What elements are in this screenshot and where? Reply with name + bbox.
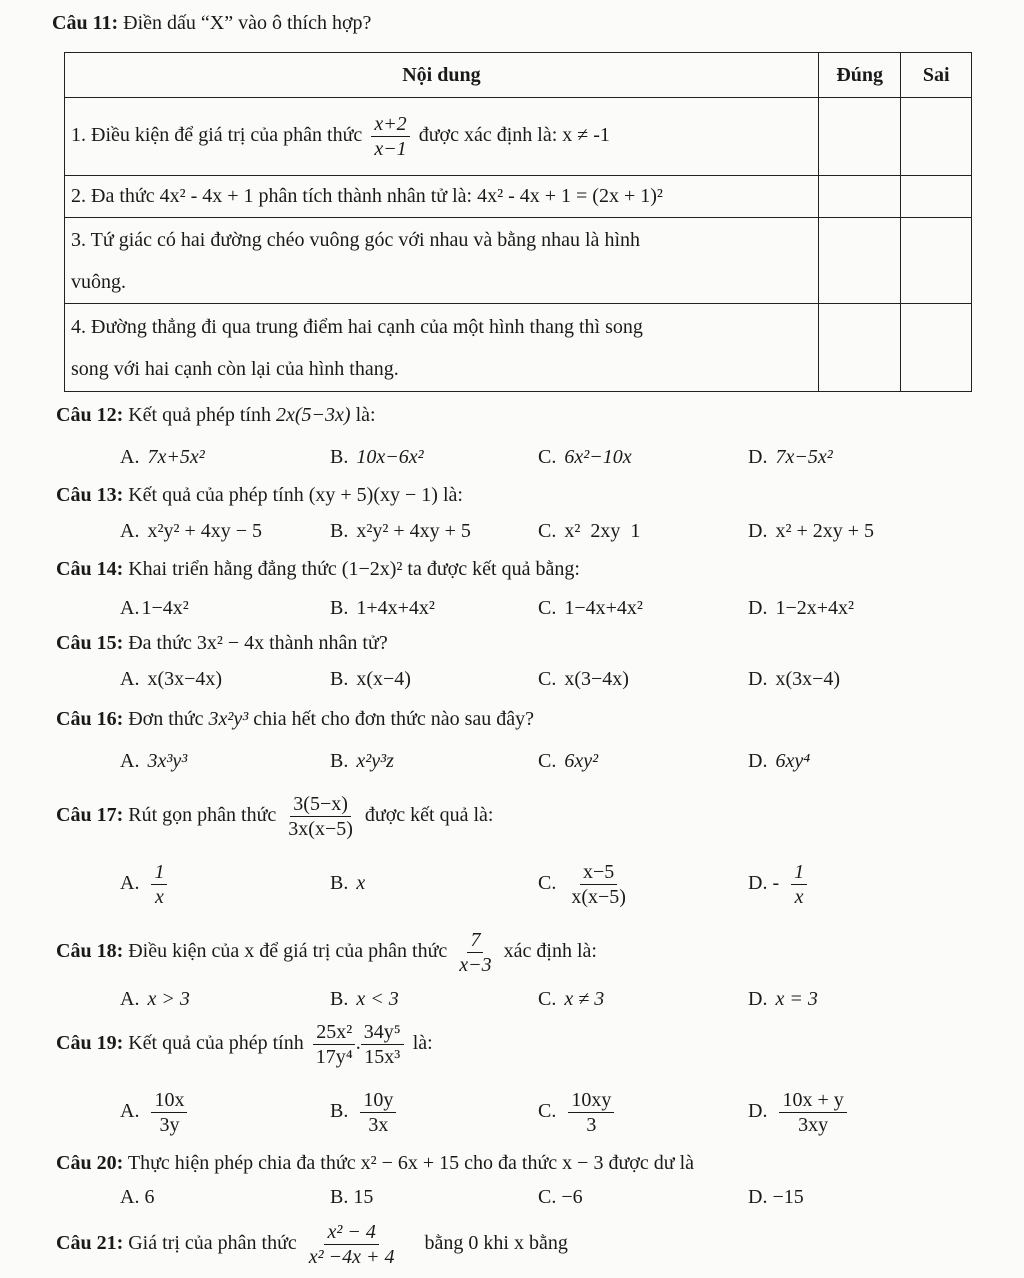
fraction: $\frac{\text{x² − 4}}{\text{x² −4x + 4}}$ [308, 1221, 395, 1268]
question-label: Câu 11: [52, 12, 119, 34]
option-a[interactable]: A. $\frac{10x}{3y}$ [120, 1088, 191, 1137]
option-c[interactable]: C. x² 2xy 1 [538, 520, 641, 542]
true-checkbox-cell[interactable] [818, 218, 901, 304]
option-c[interactable]: C. $\frac{x-5}{x(x-5)}$ [538, 861, 626, 908]
table-row [65, 304, 972, 392]
option-c[interactable]: C. x ≠ 3 [538, 988, 605, 1010]
option-a[interactable]: A. x²y² + 4xy − 5 [120, 520, 263, 542]
row-content: 2. Đa thức 4x² - 4x + 1 phân tích thành nhân tử là: 4x² - 4x + 1 = (2x + 1)² [65, 176, 819, 218]
header-false: Sai [901, 53, 972, 98]
option-c[interactable]: C. 1−4x+4x² [538, 597, 643, 619]
fraction: $\frac{x+2}{x-1}$ [371, 112, 409, 161]
question-15: Câu 15: Đa thức 3x² − 4x thành nhân tử? [56, 632, 388, 654]
option-b[interactable]: B. x²y² + 4xy + 5 [330, 520, 471, 542]
header-content: Nội dung [65, 53, 819, 98]
false-checkbox-cell[interactable] [901, 304, 972, 392]
option-c[interactable]: C. x(3−4x) [538, 668, 629, 690]
option-d[interactable]: D. 1−2x+4x² [748, 597, 855, 619]
table-row [65, 176, 972, 218]
option-a[interactable]: A. x > 3 [120, 988, 190, 1010]
option-c[interactable]: C. −6 [538, 1186, 583, 1208]
fraction: $\frac{3(5-x)}{3x(x-5)}$ [288, 793, 353, 840]
table-row [65, 98, 972, 176]
option-d[interactable]: D. - $\frac{1}{x}$ [748, 860, 811, 909]
true-checkbox-cell[interactable] [818, 176, 901, 218]
option-b[interactable]: B. 15 [330, 1186, 374, 1208]
option-a[interactable]: A. 1−4x² [120, 597, 189, 619]
false-checkbox-cell[interactable] [901, 218, 972, 304]
question-13: Câu 13: Kết quả của phép tính (xy + 5)(xy − 1) là: [56, 484, 463, 506]
option-a[interactable]: A. $\frac{1}{x}$ [120, 860, 171, 909]
table-row [65, 218, 972, 304]
question-16: Câu 16: Đơn thức 3x²y³ chia hết cho đơn thức nào sau đây? [56, 708, 535, 730]
fraction: $\frac{\text{34y⁵}}{\text{15x³}}$ [361, 1020, 404, 1069]
answer-table [64, 52, 972, 392]
question-12: Câu 12: Kết quả phép tính 2x(5−3x) là: [56, 404, 376, 426]
fraction: $\frac{7}{x-3}$ [459, 929, 492, 976]
option-c[interactable]: C. 6x²−10x [538, 446, 632, 468]
question-text: Điền dấu “X” vào ô thích hợp? [123, 12, 372, 34]
fraction: $\frac{\text{25x²}}{\text{17y⁴}}$ [313, 1020, 356, 1069]
option-b[interactable]: B. x(x−4) [330, 668, 411, 690]
question-20: Câu 20: Thực hiện phép chia đa thức x² − 6x + 15 cho đa thức x − 3 được dư là [56, 1152, 695, 1174]
option-a[interactable]: A. 3x³y³ [120, 750, 188, 772]
option-a[interactable]: A. x(3x−4x) [120, 668, 223, 690]
option-c[interactable]: C. 6xy² [538, 750, 599, 772]
option-c[interactable]: C. $\frac{10xy}{3}$ [538, 1088, 618, 1137]
option-d[interactable]: D. $\frac{10x + y}{3xy}$ [748, 1088, 851, 1137]
option-b[interactable]: B. x [330, 872, 366, 894]
question-17: Câu 17: Rút gọn phân thức $\frac{3(5-x)}{3x(x-5)}$ được kết quả là: [56, 793, 494, 840]
option-d[interactable]: D. −15 [748, 1186, 804, 1208]
option-d[interactable]: D. x(3x−4) [748, 668, 841, 690]
false-checkbox-cell[interactable] [901, 98, 972, 176]
false-checkbox-cell[interactable] [901, 176, 972, 218]
option-d[interactable]: D. x = 3 [748, 988, 818, 1010]
option-d[interactable]: D. 6xy⁴ [748, 750, 811, 772]
header-true: Đúng [818, 53, 901, 98]
option-b[interactable]: B. x < 3 [330, 988, 399, 1010]
option-b[interactable]: B. 1+4x+4x² [330, 597, 435, 619]
option-b[interactable]: B. 10x−6x² [330, 446, 424, 468]
option-d[interactable]: D. 7x−5x² [748, 446, 833, 468]
question-11 [52, 12, 371, 35]
row-content: 4. Đường thẳng đi qua trung điểm hai cạnh của một hình thang thì song song với hai cạnh còn lại của hình thang. [65, 304, 819, 392]
question-21: Câu 21: Giá trị của phân thức $\frac{\text{x² − 4}}{\text{x² −4x + 4}}$ bằng 0 khi x bằng [56, 1221, 568, 1268]
row-content: 3. Tứ giác có hai đường chéo vuông góc với nhau và bằng nhau là hình vuông. [65, 218, 819, 304]
option-d[interactable]: D. x² + 2xy + 5 [748, 520, 875, 542]
option-a[interactable]: A. 6 [120, 1186, 155, 1208]
row-content: 1. Điều kiện để giá trị của phân thức $\frac{x+2}{x-1}$ được xác định là: x ≠ -1 [65, 98, 819, 176]
true-checkbox-cell[interactable] [818, 304, 901, 392]
question-14: Câu 14: Khai triển hằng đẳng thức (1−2x)² ta được kết quả bằng: [56, 558, 580, 580]
question-18: Câu 18: Điều kiện của x để giá trị của phân thức $\frac{7}{x-3}$ xác định là: [56, 929, 597, 976]
true-checkbox-cell[interactable] [818, 98, 901, 176]
option-b[interactable]: B. x²y³z [330, 750, 394, 772]
option-b[interactable]: B. $\frac{10y}{3x}$ [330, 1088, 400, 1137]
option-a[interactable]: A. 7x+5x² [120, 446, 205, 468]
question-19: Câu 19: Kết quả của phép tính $\frac{\text{25x²}}{\text{17y⁴}}$ . $\frac{\text{34y⁵}}{\text{15x³}}$ là: [56, 1021, 433, 1068]
